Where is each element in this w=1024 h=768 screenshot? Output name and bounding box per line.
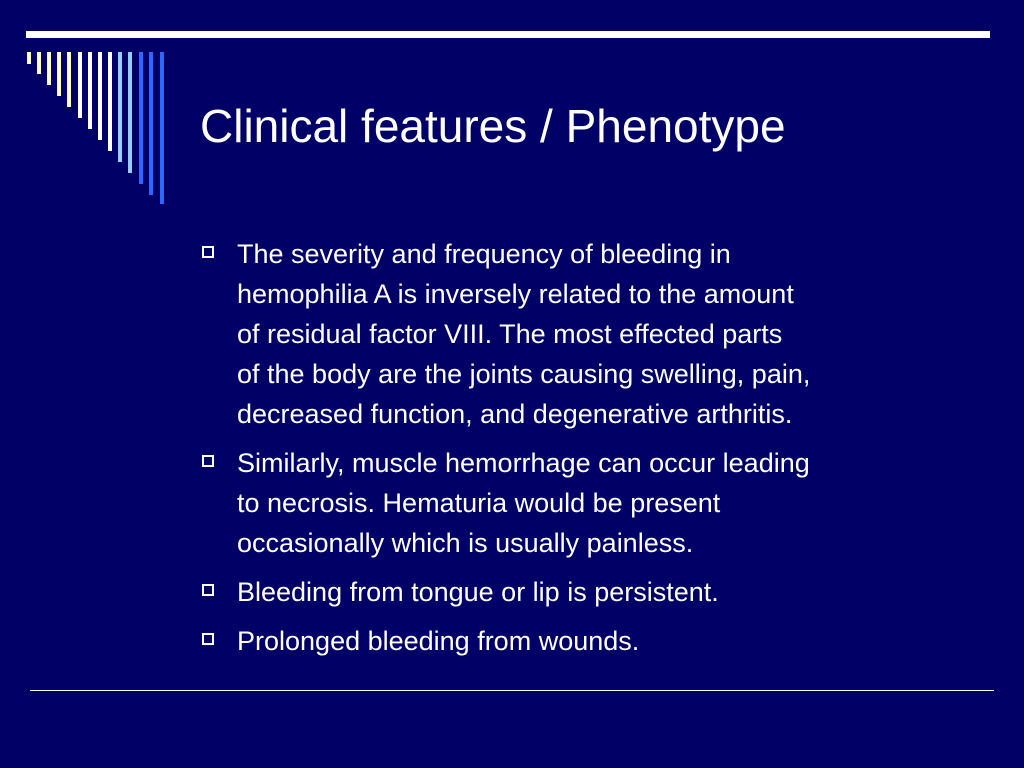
- decorative-bar: [37, 52, 41, 74]
- bullet-text: The severity and frequency of bleeding in hemophilia A is inversely related to the amount of residual factor VIII. The most effected parts of the body are the joints causing swelling, pain, decreased function, and degenerative arthritis.: [237, 239, 811, 429]
- decorative-bar: [139, 52, 143, 184]
- hollow-square-icon: [202, 584, 214, 596]
- bullet-text: Similarly, muscle hemorrhage can occur leading to necrosis. Hematuria would be present occasionally which is usually painless.: [237, 448, 810, 558]
- decorative-bars: [0, 0, 200, 220]
- decorative-bar: [149, 52, 153, 195]
- decorative-bar: [88, 52, 92, 129]
- bullet-text: Prolonged bleeding from wounds.: [237, 626, 640, 656]
- bullet-item: [200, 443, 980, 563]
- hollow-square-icon: [202, 455, 214, 467]
- decorative-bar: [108, 52, 112, 151]
- decorative-bar: [118, 52, 122, 162]
- decorative-bar: [160, 52, 164, 204]
- decorative-bar: [67, 52, 71, 107]
- hollow-square-icon: [202, 246, 214, 258]
- slide-title: Clinical features / Phenotype: [200, 100, 786, 152]
- decorative-bar: [128, 52, 132, 173]
- hollow-square-icon: [202, 633, 214, 645]
- bullet-item: [200, 234, 980, 434]
- bullet-text: Bleeding from tongue or lip is persistent.: [237, 577, 719, 607]
- decorative-bar: [57, 52, 61, 96]
- bullet-item: [200, 572, 980, 612]
- decorative-bar: [47, 52, 51, 85]
- bottom-divider: [30, 690, 994, 691]
- bullet-list: [200, 234, 980, 670]
- decorative-bar: [78, 52, 82, 118]
- decorative-bar: [98, 52, 102, 140]
- bullet-item: [200, 621, 980, 661]
- decorative-bar: [27, 52, 31, 64]
